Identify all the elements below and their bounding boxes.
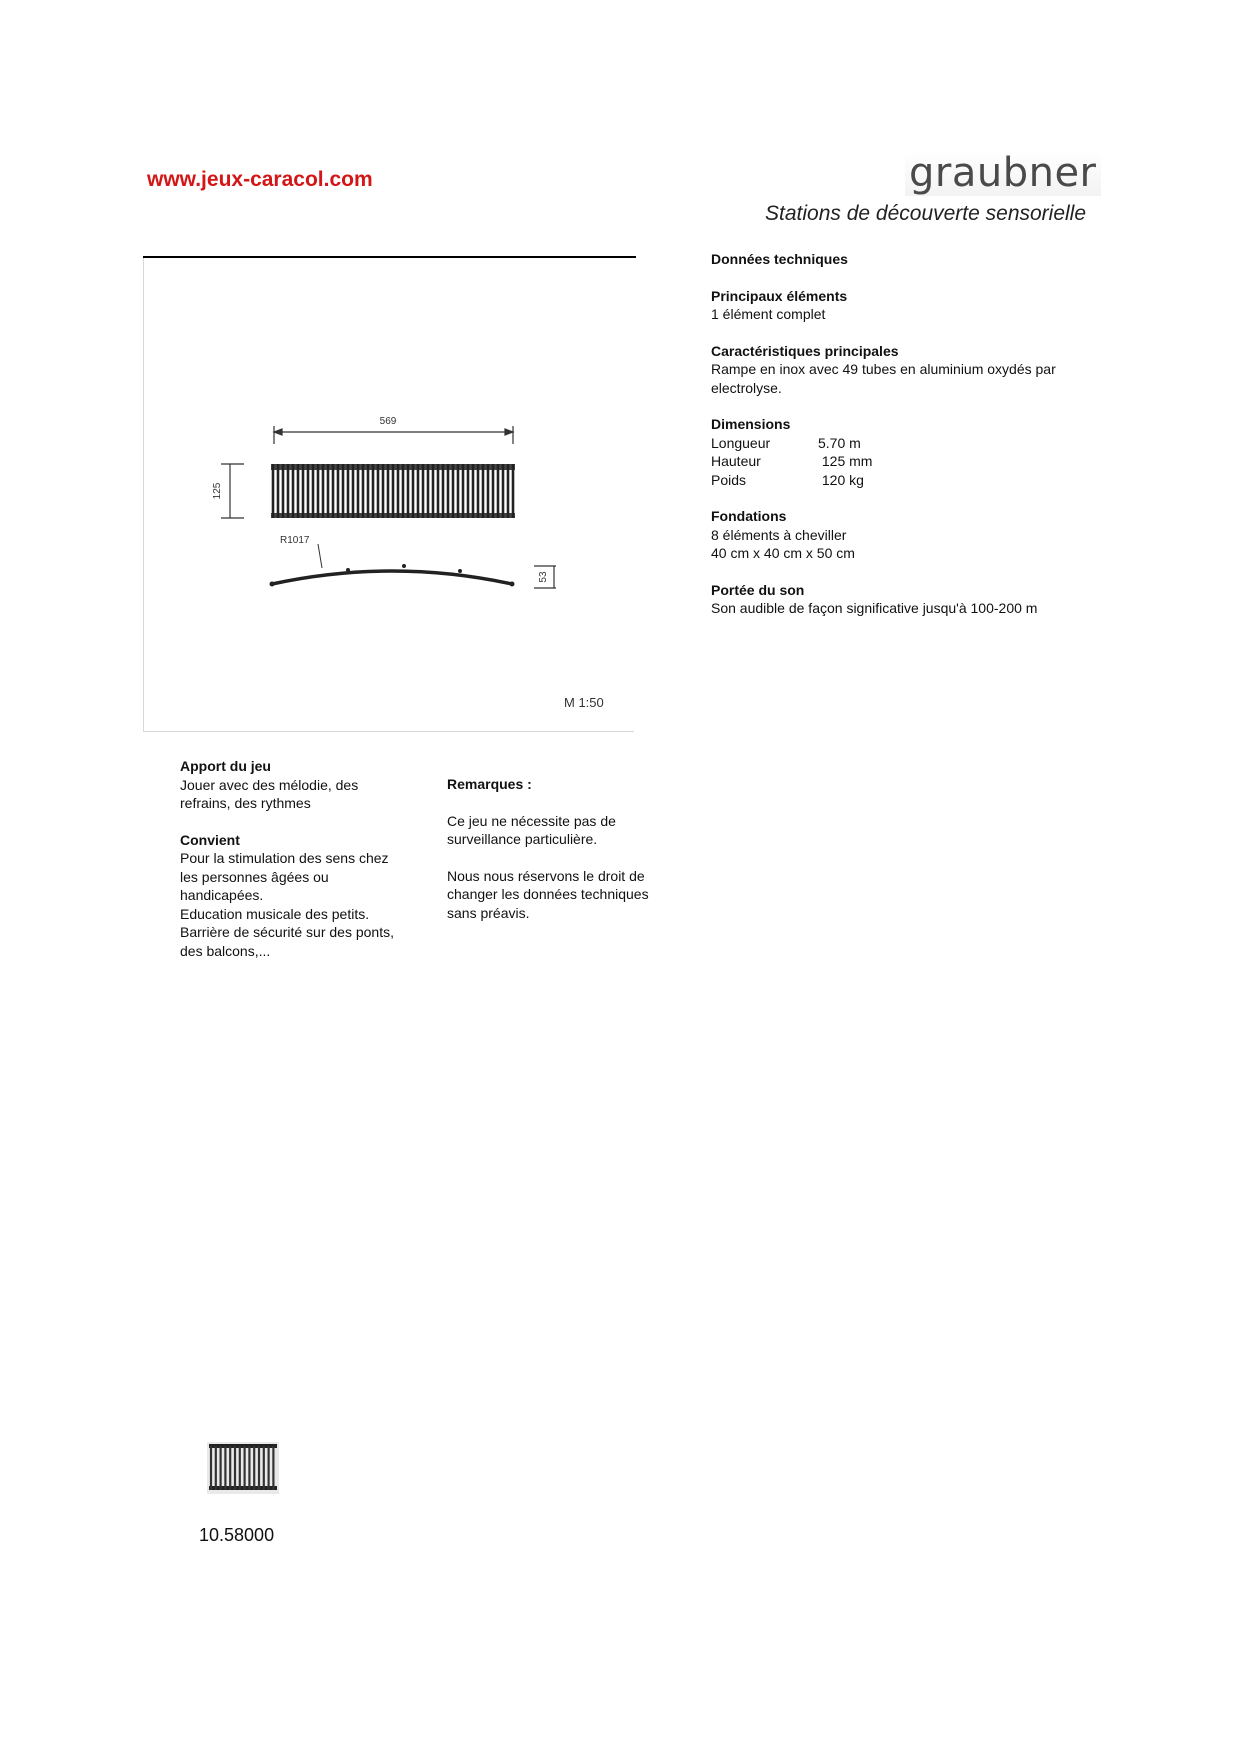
height-label: 125 [212,482,223,500]
dimension-value: 125 mm [818,453,873,469]
remarks-line: sans préavis. [447,904,530,921]
dimension-row [711,452,1091,471]
suitable-line: Pour la stimulation des sens chez [180,850,389,866]
characteristics-section [711,342,1091,398]
railing-thumbnail-icon [207,1442,279,1494]
main-elements-text: 1 élément complet [711,306,826,322]
sound-heading: Portée du son [711,581,805,598]
sound-section [711,581,1091,618]
height-dimension [221,464,244,518]
foundations-line: 40 cm x 40 cm x 50 cm [711,545,855,561]
plan-curve [272,571,512,584]
depth-label: 53 [538,571,549,583]
specs-title: Données techniques [711,251,848,267]
drawing-svg [144,258,634,731]
main-elements-heading: Principaux éléments [711,287,848,304]
remarks-column [447,775,677,940]
product-code: 10.58000 [199,1525,275,1545]
technical-specs [711,250,1091,636]
characteristics-line: Rampe en inox avec 49 tubes en aluminium oxydés par [711,361,1056,377]
brand-logo: graubner [905,150,1101,196]
remarks-paragraph [447,867,677,923]
product-thumbnail [207,1442,279,1494]
characteristics-heading: Caractéristiques principales [711,342,899,359]
characteristics-line: electrolyse. [711,379,782,396]
length-dimension [274,426,513,444]
dimension-row [711,434,1091,453]
suitable-line: Education musicale des petits. [180,905,370,922]
remarks-paragraph [447,812,677,849]
radius-label: R1017 [280,535,310,546]
railing-elevation [271,464,515,518]
suitable-heading: Convient [180,831,240,848]
benefit-heading: Apport du jeu [180,758,271,774]
benefit-section [180,757,420,813]
remarks-line: changer les données techniques [447,886,649,902]
plan-node [402,564,406,568]
plan-node-end [510,582,515,587]
suitable-line: des balcons,... [180,942,271,959]
benefit-line: refrains, des rythmes [180,795,311,811]
main-elements-section [711,287,1091,324]
remarks-line: Ce jeu ne nécessite pas de [447,812,616,829]
suitable-line: Barrière de sécurité sur des ponts, [180,924,394,940]
dimensions-section [711,415,1091,489]
dimension-label: Poids [711,471,747,488]
foundations-section [711,507,1091,563]
foundations-heading: Fondations [711,508,787,524]
suitable-section [180,831,420,961]
plan-node [458,569,462,573]
dimension-label: Hauteur [711,453,761,469]
length-label: 569 [379,416,397,427]
suitable-line: handicapées. [180,887,264,903]
page-subtitle: Stations de découverte sensorielle [765,202,1087,225]
remarks-line: Nous nous réservons le droit de [447,867,645,884]
dimension-value: 120 kg [818,471,864,488]
suitable-line: les personnes âgées ou [180,868,329,885]
plan-node-start [270,582,275,587]
dimensions-heading: Dimensions [711,416,791,432]
remarks-line: surveillance particulière. [447,831,598,847]
description-column [180,757,420,978]
sound-text: Son audible de façon significative jusqu'à 100-200 m [711,600,1038,616]
dimension-row [711,471,1091,490]
radius-leader [318,544,322,568]
plan-node [346,568,350,572]
dimension-value: 5.70 m [818,434,861,451]
remarks-heading: Remarques : [447,776,532,792]
foundations-line: 8 éléments à cheviller [711,526,847,543]
benefit-line: Jouer avec des mélodie, des [180,776,359,793]
website-url[interactable]: www.jeux-caracol.com [147,168,373,191]
dimension-label: Longueur [711,434,771,451]
scale-label: M 1:50 [564,695,604,710]
technical-drawing [143,258,634,732]
